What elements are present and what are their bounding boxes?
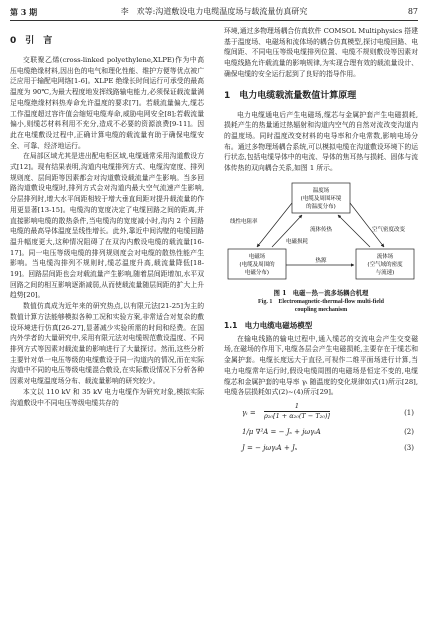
top-node-line: 温度场 bbox=[312, 187, 330, 194]
right-node-line: 与流速) bbox=[375, 269, 395, 276]
page-number: 87 bbox=[407, 7, 418, 16]
eq2-number: (2) bbox=[404, 427, 414, 436]
equation-1 bbox=[224, 402, 418, 424]
paragraph: 在输电线路的输电过程中,通入缆芯的交流电会产生交变磁场,在磁场的作用下,电缆各层会产生电磁损耗,主要存在于缆芯和金属护套。电缆长度远大于直径,可视作二维平面场进行计算,当电力电缆常年运行时,假设电缆周围的电磁场是恒定不变的,电缆缆芯和金属护套的电导率 γᵢ 随温度的变化规律如式(1)所示[28],电缆各层损耗如式(2)~(4)所示[29]。 bbox=[224, 334, 418, 397]
right-node-line: (空气域的密度 bbox=[367, 261, 403, 268]
coupling-diagram bbox=[224, 181, 418, 286]
eq2-text: 1/μ ∇²A = − Jₛ + jωγᵢA bbox=[242, 427, 321, 436]
issue-number: 第 3 期 bbox=[10, 7, 38, 17]
right-column bbox=[224, 26, 418, 456]
arrow-flow-heat bbox=[338, 215, 370, 247]
paragraph: 数值仿真成为近年来的研究热点,以有限元法[21-25]为主的数值计算方法能够模拟各种工况和实验方案,非常适合对复杂的敷设环境进行仿真[26-27],显著减少实验所需的时间和经费。在国内外学者的大量研究中,采用有限元法对电缆规范敷设温度、不同排列方式等因素对载流量的影响进行了大量探讨。然而,这些分析主要针对单一电压等级的电缆敷设于同一沟道内的情况,而在实际沟道中不同的电压等级电缆混合敷设,在实际敷设情况下分析各种因素对电缆温度场分布、载流量影响的研究较少。 bbox=[10, 302, 204, 386]
paragraph: 电力电缆通电后产生电磁场,缆芯与金属护套产生电磁损耗,损耗产生的热量通过热辐射和沟道内空气的自然对流改变沟道内的温度场。同时温度改变材料的电导率和介电常数,影响电场分布。通过多物理场耦合系统,可以模拟电缆在沟道敷设环境下的运行状态,包括电缆导体中的电流、导体的焦耳热与损耗、固体与流体传热的双向耦合关系,如图 1 所示。 bbox=[224, 110, 418, 173]
top-node-line: (电缆及周围环境 bbox=[300, 195, 342, 202]
section-0-heading: 0 引 言 bbox=[10, 36, 53, 46]
paragraph: 本文以 110 kV 和 35 kV 电力电缆作为研究对象,模拟实际沟道敷设中不同电压等级电缆共存的 bbox=[10, 387, 204, 407]
eq1-fraction bbox=[264, 402, 330, 421]
paragraph: 在局部区域尤其是进出配电柜区域,电缆通常采用沟道敷设方式[12]。现有结果表明,沟道内电缆排列方式、电缆沟宽度、排列规则度、层间距等因素都会对沟道敷设载流量产生影响。当多回路沟道敷设电缆时,排列方式会对沟道内最大空气流速产生影响,分层排列时,增大水平间距相较于增大垂直间距对提升载流量的作用更显著[13-15]。电缆沟的宽度决定了电缆回路之间的距离,并直接影响电缆的散热条件,当电缆沟的宽度减小时,沟内 2 个回路电缆的最高导体温度呈线性增长。此外,靠近中间沟壁的电缆回路温升幅度更大,这种情况阻碍了在双沟内敷设电缆的载流量[16-17]。同一电压等级电缆的排列规则度会对电缆的散热性能产生影响。当电缆沟排列不规则时,缆芯温度升高,载流量降低[18-19]。回路层间距也会对载流量产生影响,随着层间距增加,水平双回路之间的相互影响逐渐减弱,从而使载流量随层间距的扩大上升趋势[20]。 bbox=[10, 152, 204, 300]
figure-caption-cn: 图 1 电磁－热－流多场耦合机理 bbox=[273, 289, 369, 297]
figure-1 bbox=[224, 181, 418, 286]
label-heat-source: 热源 bbox=[315, 257, 327, 264]
top-node-line: 的温度分布) bbox=[306, 203, 336, 210]
left-node-line: (电缆及周围的 bbox=[239, 261, 275, 268]
eq1-denominator: ρ₂₀[1 + α₂₀(T − T₂₀)] bbox=[264, 411, 330, 420]
label-resistivity: 线性电阻率 bbox=[230, 218, 258, 225]
figure-caption-en-line: coupling mechanism bbox=[294, 306, 348, 313]
left-column bbox=[10, 26, 204, 408]
page-header bbox=[10, 5, 418, 19]
paragraph: 环境,通过多物理场耦合仿真软件 COMSOL Multiphysics 搭建基于温度场、电磁场和流体场的耦合仿真模型,探讨电缆回路、电缆间距、不同电压等级电缆排列位置、电缆不规则敷设等因素对电缆线路允许载流量的影响规律,为实现合理有效的载流量设计、确保电缆的安全运行起到了良好的指导作用。 bbox=[224, 27, 418, 78]
label-air-density: 空气密度改变 bbox=[372, 226, 406, 233]
left-node-line: 电磁场 bbox=[248, 253, 266, 260]
label-em-loss: 电磁损耗 bbox=[286, 238, 309, 245]
eq1-number: (1) bbox=[404, 408, 414, 417]
header-rule bbox=[10, 20, 418, 21]
eq1-lhs: γᵢ = bbox=[242, 408, 256, 417]
eq1-numerator: 1 bbox=[264, 402, 330, 412]
eq3-number: (3) bbox=[404, 443, 414, 452]
figure-caption-en-line: Fig. 1 Electromagnetic-thermal-flow multi-field bbox=[257, 298, 385, 305]
arrow-air-density bbox=[350, 203, 384, 247]
section-1-heading: 1 电力电缆载流量数值计算原理 bbox=[224, 90, 357, 101]
figure-caption-en bbox=[224, 298, 418, 314]
equation-2 bbox=[224, 424, 418, 440]
label-flow-heat: 流体传热 bbox=[309, 226, 333, 233]
paragraph: 交联聚乙烯(cross-linked polyethylene,XLPE)作为中高压电缆绝缘材料,因出色的电气和理化性能、维护方便等优点被广泛应用于输配电网络[1-6]。XLPE 绝缘长时间运行可承受的最高温度为 90℃,为最大程度地发挥线路输电能力,必须保证载流量满足电缆绝缘材料热寿命允许温度的要求[7]。若载流量偏大,缆芯工作温度超过容许值会缩短电缆寿命,威胁电网安全[8];若载流量偏小,则缆芯材料利用不充分,造成不必要的资源浪费[9-11]。因此在电缆敷设过程中,正确计算电缆的载流量有助于确保电缆安全、可靠、经济地运行。 bbox=[10, 56, 204, 150]
running-title: 李 欢等:沟道敷设电力电缆温度场与载流量仿真研究 bbox=[120, 7, 308, 16]
eq3-text: J = − jωγᵢA + Jₛ bbox=[242, 443, 298, 452]
right-node-line: 流体场 bbox=[376, 253, 394, 260]
section-1-1-heading: 1.1 电力电缆电磁场模型 bbox=[224, 320, 313, 330]
equation-3 bbox=[224, 440, 418, 456]
left-node-line: 电磁分布) bbox=[244, 269, 270, 276]
